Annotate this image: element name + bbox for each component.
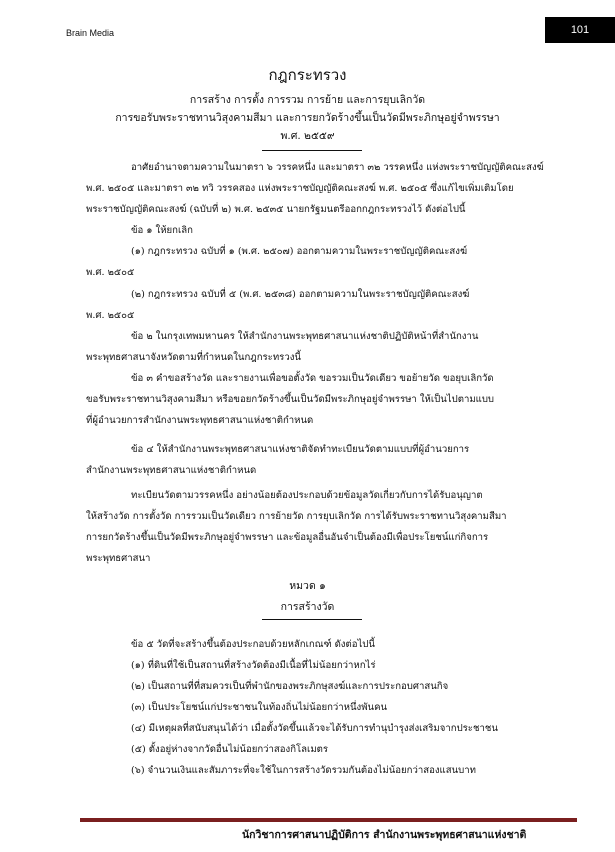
document-year: พ.ศ. ๒๕๕๙ — [280, 130, 335, 142]
body-line: ข้อ ๒ ในกรุงเทพมหานคร ให้สำนักงานพระพุทธศาสนาแห่งชาติปฏิบัติหน้าที่สำนักงาน — [131, 331, 479, 342]
body-line: (๑) กฎกระทรวง ฉบับที่ ๑ (พ.ศ. ๒๕๐๗) ออกตามความในพระราชบัญญัติคณะสงฆ์ — [131, 246, 468, 257]
body-line: พระพุทธศาสนา — [86, 553, 151, 564]
page-number-badge — [545, 17, 615, 43]
section-line: (๔) มีเหตุผลที่สนับสนุนได้ว่า เมื่อตั้งวัดขึ้นแล้วจะได้รับการทำนุบำรุงส่งเสริมจากประชาชน — [131, 723, 498, 734]
section-line: (๑) ที่ดินที่ใช้เป็นสถานที่สร้างวัดต้องมีเนื้อที่ไม่น้อยกว่าหกไร่ — [131, 660, 376, 671]
section-heading: หมวด ๑ — [289, 580, 326, 592]
document-title: กฎกระทรวง — [268, 66, 347, 84]
footer-text: นักวิชาการศาสนาปฏิบัติการ สำนักงานพระพุทธศาสนาแห่งชาติ — [242, 829, 527, 841]
section-line: ข้อ ๕ วัดที่จะสร้างขึ้นต้องประกอบด้วยหลักเกณฑ์ ดังต่อไปนี้ — [131, 639, 375, 650]
section-divider — [262, 619, 362, 620]
body-line: ขอรับพระราชทานวิสุงคามสีมา หรือขอยกวัดร้างขึ้นเป็นวัดมีพระภิกษุอยู่จำพรรษา ให้เป็นไปตามแบบ — [86, 394, 495, 405]
body-line: ให้สร้างวัด การตั้งวัด การรวมเป็นวัดเดียว การย้ายวัด การยุบเลิกวัด การได้รับพระราชทานวิสุงคามสีมา — [86, 511, 507, 522]
document-subtitle-2: การขอรับพระราชทานวิสุงคามสีมา และการยกวัดร้างขึ้นเป็นวัดมีพระภิกษุอยู่จำพรรษา — [115, 112, 500, 124]
body-line: พระพุทธศาสนาจังหวัดตามที่กำหนดในกฎกระทรวงนี้ — [86, 352, 301, 363]
body-line: อาศัยอำนาจตามความในมาตรา ๖ วรรคหนึ่ง และมาตรา ๓๒ วรรคหนึ่ง แห่งพระราชบัญญัติคณะสงฆ์ — [131, 162, 544, 173]
body-line: พระราชบัญญัติคณะสงฆ์ (ฉบับที่ ๒) พ.ศ. ๒๕๓๕ นายกรัฐมนตรีออกกฎกระทรวงไว้ ดังต่อไปนี้ — [86, 204, 466, 215]
section-subheading: การสร้างวัด — [280, 601, 335, 613]
body-line: ที่ผู้อำนวยการสำนักงานพระพุทธศาสนาแห่งชาติกำหนด — [86, 415, 314, 426]
body-line: การยกวัดร้างขึ้นเป็นวัดมีพระภิกษุอยู่จำพรรษา และข้อมูลอื่นอันจำเป็นต้องมีเพื่อประโยชน์แก่กิจการ — [86, 532, 489, 543]
section-line: (๖) จำนวนเงินและสัมภาระที่จะใช้ในการสร้างวัดรวมกันต้องไม่น้อยกว่าสองแสนบาท — [131, 765, 476, 776]
body-line: ทะเบียนวัดตามวรรคหนึ่ง อย่างน้อยต้องประกอบด้วยข้อมูลวัดเกี่ยวกับการได้รับอนุญาต — [131, 490, 483, 501]
body-line: ข้อ ๔ ให้สำนักงานพระพุทธศาสนาแห่งชาติจัดทำทะเบียนวัดตามแบบที่ผู้อำนวยการ — [131, 444, 470, 455]
section-line: (๒) เป็นสถานที่ที่สมควรเป็นที่พำนักของพระภิกษุสงฆ์และการประกอบศาสนกิจ — [131, 681, 449, 692]
body-line: (๒) กฎกระทรวง ฉบับที่ ๕ (พ.ศ. ๒๕๓๘) ออกตามความในพระราชบัญญัติคณะสงฆ์ — [131, 289, 470, 300]
page-number: 101 — [570, 24, 590, 36]
document-subtitle-1: การสร้าง การตั้ง การรวม การย้าย และการยุบเลิกวัด — [189, 94, 426, 106]
section-line: (๓) เป็นประโยชน์แก่ประชาชนในท้องถิ่นไม่น้อยกว่าหนึ่งพันคน — [131, 702, 388, 713]
title-divider — [262, 150, 362, 151]
body-line: พ.ศ. ๒๕๐๕ — [86, 310, 135, 321]
body-line: สำนักงานพระพุทธศาสนาแห่งชาติกำหนด — [86, 465, 257, 476]
body-line: ข้อ ๓ คำขอสร้างวัด และรายงานเพื่อขอตั้งวัด ขอรวมเป็นวัดเดียว ขอย้ายวัด ขอยุบเลิกวัด — [131, 373, 494, 384]
section-line: (๕) ตั้งอยู่ห่างจากวัดอื่นไม่น้อยกว่าสองกิโลเมตร — [131, 744, 329, 755]
body-line: พ.ศ. ๒๕๐๕ และมาตรา ๓๒ ทวิ วรรคสอง แห่งพระราชบัญญัติคณะสงฆ์ พ.ศ. ๒๕๐๕ ซึ่งแก้ไขเพิ่มเติมโดย — [86, 183, 514, 194]
body-line: พ.ศ. ๒๕๐๕ — [86, 267, 135, 278]
footer-divider — [80, 818, 577, 822]
header-brand: Brain Media — [66, 28, 115, 38]
body-line: ข้อ ๑ ให้ยกเลิก — [131, 225, 193, 236]
